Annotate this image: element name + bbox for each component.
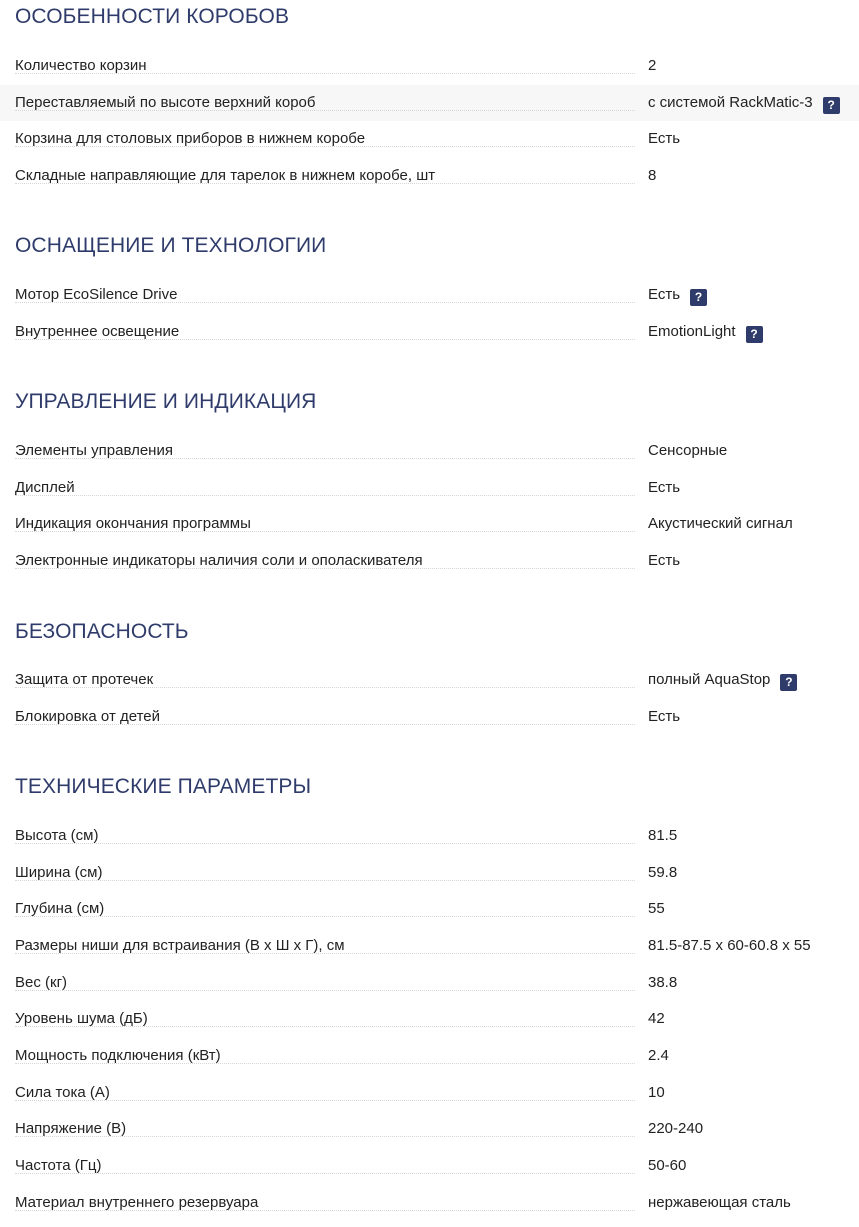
spec-value: [648, 671, 797, 691]
spec-value: [648, 1047, 669, 1065]
spec-row: [0, 1075, 859, 1111]
spec-label: Индикация окончания программы: [15, 515, 251, 532]
spec-label: Вес (кг): [15, 974, 68, 991]
spec-value: [648, 1157, 686, 1175]
spec-label: Блокировка от детей: [15, 708, 161, 725]
spec-row: [0, 314, 859, 350]
spec-row: [0, 543, 859, 579]
dotted-leader: [15, 495, 635, 496]
spec-value-text: Сенсорные: [648, 442, 728, 459]
section-title: УПРАВЛЕНИЕ И ИНДИКАЦИЯ: [15, 390, 317, 413]
spec-label: Защита от протечек: [15, 671, 154, 688]
spec-label: Внутреннее освещение: [15, 323, 180, 340]
section-title: ОСОБЕННОСТИ КОРОБОВ: [15, 5, 290, 28]
spec-row: [0, 48, 859, 84]
spec-value: [648, 323, 763, 343]
spec-value: [648, 708, 680, 726]
spec-value-text: 59.8: [648, 864, 678, 881]
spec-value-text: с системой RackMatic-3: [648, 94, 813, 111]
spec-label: Материал внутреннего резервуара: [15, 1194, 259, 1211]
spec-value: [648, 1010, 665, 1028]
spec-label: Количество корзин: [15, 57, 147, 74]
dotted-leader: [15, 1173, 635, 1174]
spec-value-text: Акустический сигнал: [648, 515, 793, 532]
spec-value: [648, 1120, 703, 1138]
spec-value-text: 10: [648, 1084, 665, 1101]
spec-row: [0, 433, 859, 469]
spec-value-text: 2.4: [648, 1047, 669, 1064]
spec-label: Глубина (см): [15, 900, 105, 917]
spec-value-text: 50-60: [648, 1157, 687, 1174]
spec-value-text: Есть: [648, 130, 681, 147]
spec-row: [0, 699, 859, 735]
spec-row: [0, 891, 859, 927]
spec-value: [648, 937, 811, 955]
spec-row: [0, 85, 859, 121]
help-icon[interactable]: ?: [823, 97, 840, 114]
spec-value-text: 8: [648, 167, 657, 184]
spec-row: [0, 1038, 859, 1074]
spec-value: [648, 57, 656, 75]
spec-value-text: нержавеющая сталь: [648, 1194, 791, 1211]
spec-label: Сила тока (А): [15, 1084, 110, 1101]
spec-row: [0, 965, 859, 1001]
section-title: ТЕХНИЧЕСКИЕ ПАРАМЕТРЫ: [15, 775, 312, 798]
spec-value: [648, 864, 677, 882]
help-icon[interactable]: ?: [780, 674, 797, 691]
spec-value: [648, 130, 680, 148]
spec-value: [648, 94, 840, 114]
spec-label: Напряжение (В): [15, 1120, 127, 1137]
section-title: ОСНАЩЕНИЕ И ТЕХНОЛОГИИ: [15, 234, 327, 257]
spec-label: Частота (Гц): [15, 1157, 102, 1174]
spec-value-text: 42: [648, 1010, 665, 1027]
dotted-leader: [15, 843, 635, 844]
spec-value-text: 38.8: [648, 974, 678, 991]
spec-row: [0, 506, 859, 542]
spec-value: [648, 827, 677, 845]
spec-value-text: EmotionLight: [648, 323, 736, 340]
spec-value-text: Есть: [648, 552, 681, 569]
spec-row: [0, 662, 859, 698]
spec-value-text: 81.5: [648, 827, 678, 844]
spec-row: [0, 1001, 859, 1037]
spec-label: Мощность подключения (кВт): [15, 1047, 221, 1064]
spec-row: [0, 277, 859, 313]
spec-value: [648, 442, 727, 460]
spec-value-text: Есть: [648, 286, 681, 303]
help-icon[interactable]: ?: [690, 289, 707, 306]
spec-value: [648, 479, 680, 497]
spec-value-text: 55: [648, 900, 665, 917]
spec-row: [0, 158, 859, 194]
section-title: БЕЗОПАСНОСТЬ: [15, 620, 189, 643]
spec-label: Электронные индикаторы наличия соли и ополаскивателя: [15, 552, 423, 569]
dotted-leader: [15, 990, 635, 991]
spec-label: Ширина (см): [15, 864, 103, 881]
spec-value-text: Есть: [648, 479, 681, 496]
spec-label: Уровень шума (дБ): [15, 1010, 148, 1027]
spec-label: Переставляемый по высоте верхний короб: [15, 94, 316, 111]
spec-row: [0, 470, 859, 506]
spec-value-text: 220-240: [648, 1120, 704, 1137]
spec-row: [0, 1185, 859, 1221]
spec-value-text: Есть: [648, 708, 681, 725]
spec-label: Размеры ниши для встраивания (В x Ш x Г), см: [15, 937, 345, 954]
spec-value: [648, 974, 677, 992]
spec-row: [0, 121, 859, 157]
spec-label: Мотор EcoSilence Drive: [15, 286, 178, 303]
spec-row: [0, 1148, 859, 1184]
spec-value: [648, 552, 680, 570]
spec-row: [0, 1111, 859, 1147]
spec-value: [648, 286, 707, 306]
spec-row: [0, 818, 859, 854]
spec-label: Складные направляющие для тарелок в нижнем коробе, шт: [15, 167, 436, 184]
spec-value: [648, 167, 656, 185]
spec-value: [648, 900, 665, 918]
spec-value: [648, 1084, 665, 1102]
spec-value: [648, 515, 793, 533]
help-icon[interactable]: ?: [746, 326, 763, 343]
spec-value-text: 2: [648, 57, 657, 74]
spec-value: [648, 1194, 791, 1212]
spec-row: [0, 855, 859, 891]
spec-value-text: полный AquaStop: [648, 671, 771, 688]
spec-label: Корзина для столовых приборов в нижнем коробе: [15, 130, 366, 147]
spec-label: Дисплей: [15, 479, 75, 496]
spec-row: [0, 928, 859, 964]
spec-label: Элементы управления: [15, 442, 173, 459]
spec-value-text: 81.5-87.5 x 60-60.8 x 55: [648, 937, 811, 954]
spec-label: Высота (см): [15, 827, 99, 844]
